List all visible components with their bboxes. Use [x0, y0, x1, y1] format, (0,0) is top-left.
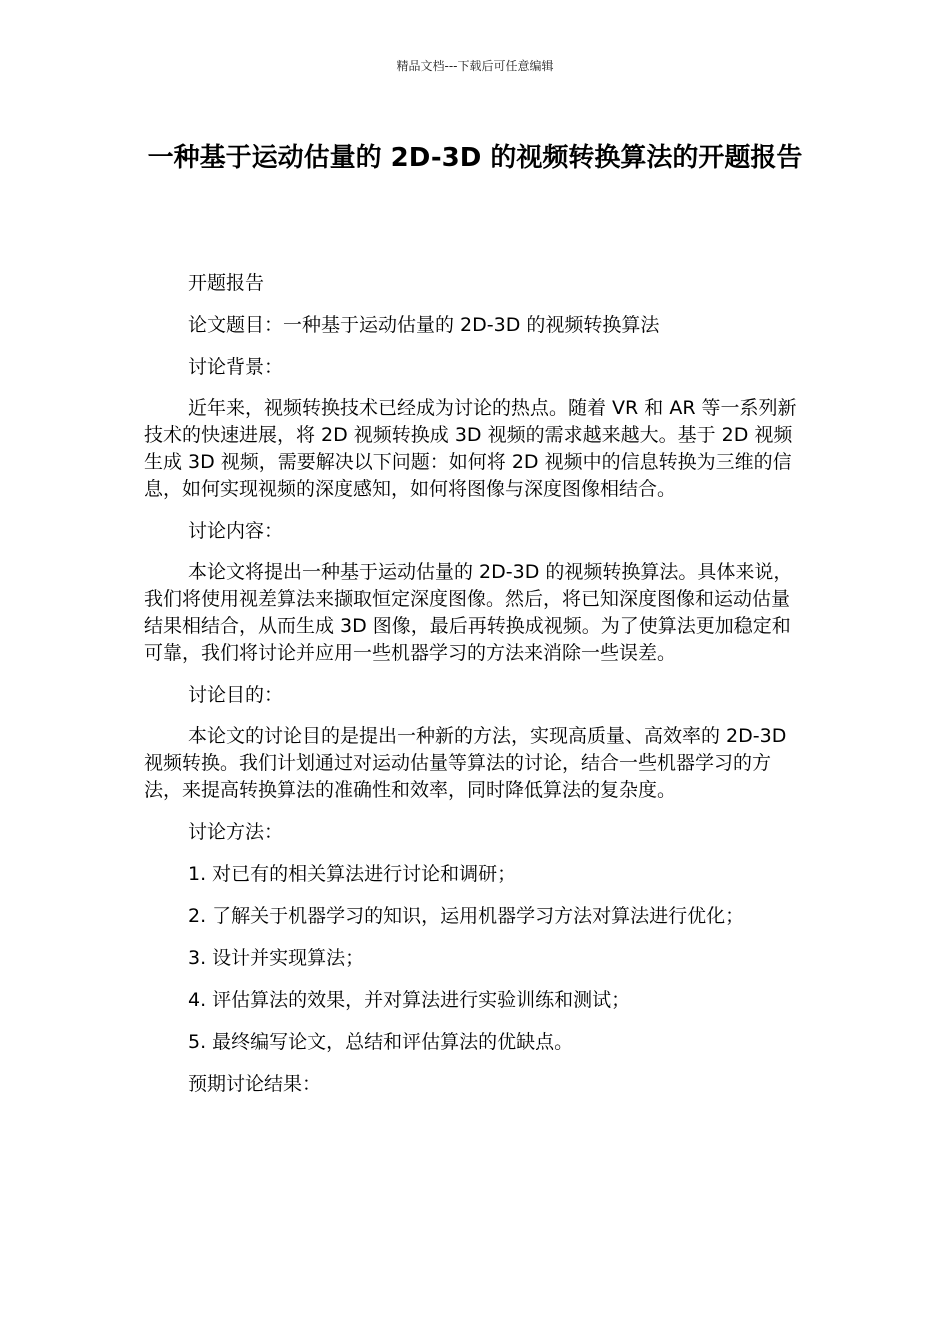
paragraph-purpose: 本论文的讨论目的是提出一种新的方法，实现高质量、高效率的 2D-3D 视频转换。我们计划通过对运动估量等算法的讨论，结合一些机器学习的方法，来提高转换算法的准确性和效率，同时降低算法的复杂度。 — [144, 725, 787, 801]
heading-purpose: 讨论目的： — [188, 684, 284, 706]
paragraph-content: 本论文将提出一种基于运动估量的 2D-3D 的视频转换算法。具体来说，我们将使用视差算法来撷取恒定深度图像。然后，将已知深度图像和运动估量结果相结合，从而生成 3D 图像，最后再转换成视频。为了使算法更加稳定和可靠，我们将讨论并应用一些机器学习的方法来消除一些误差。 — [144, 561, 793, 664]
heading-method: 讨论方法： — [188, 821, 284, 843]
method-item-4: 4. 评估算法的效果，并对算法进行实验训练和测试； — [188, 989, 631, 1011]
method-item-1: 1. 对已有的相关算法进行讨论和调研； — [188, 863, 517, 885]
header-note: 精品文档---下载后可任意编辑 — [396, 59, 554, 73]
method-item-5: 5. 最终编写论文，总结和评估算法的优缺点。 — [188, 1031, 574, 1053]
heading-background: 讨论背景： — [188, 356, 284, 378]
thesis-title-line: 论文题目：一种基于运动估量的 2D-3D 的视频转换算法 — [188, 314, 660, 336]
document-title: 一种基于运动估量的 2D-3D 的视频转换算法的开题报告 — [147, 143, 803, 173]
method-item-2: 2. 了解关于机器学习的知识，运用机器学习方法对算法进行优化； — [188, 905, 745, 927]
heading-expected-results: 预期讨论结果： — [188, 1073, 322, 1095]
method-item-3: 3. 设计并实现算法； — [188, 947, 365, 969]
heading-content: 讨论内容： — [188, 520, 284, 542]
document-body — [144, 269, 808, 1098]
section-label-report: 开题报告 — [188, 272, 265, 294]
paragraph-background: 近年来，视频转换技术已经成为讨论的热点。随着 VR 和 AR 等一系列新技术的快速进展，将 2D 视频转换成 3D 视频的需求越来越大。基于 2D 视频生成 3D 视频，需要解决以下问题：如何将 2D 视频中的信息转换为三维的信息，如何实现视频的深度感知，如何将图像与深度图像相结合。 — [144, 397, 797, 500]
